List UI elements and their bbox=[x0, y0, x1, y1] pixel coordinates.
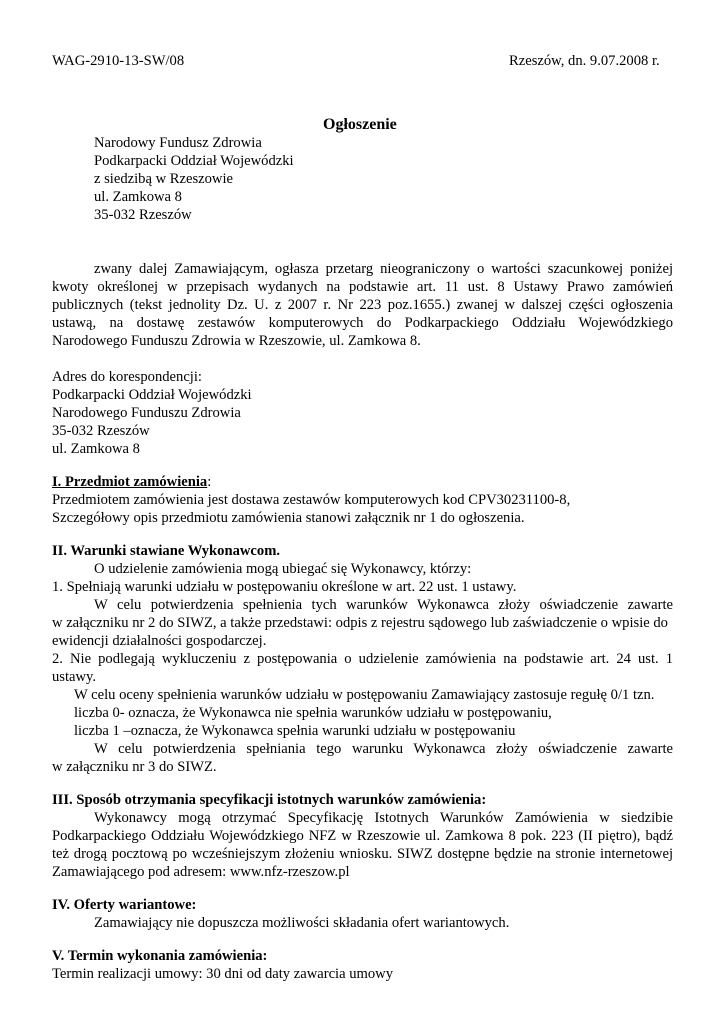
section-line: ewidencji działalności gospodarczej. bbox=[52, 633, 267, 649]
issuer-line: 35-032 Rzeszów bbox=[94, 207, 192, 223]
address-line: Podkarpacki Oddział Wojewódzki bbox=[52, 387, 252, 403]
issuer-line: ul. Zamkowa 8 bbox=[94, 189, 182, 205]
address-line: Adres do korespondencji: bbox=[52, 369, 202, 385]
issuer-line: z siedzibą w Rzeszowie bbox=[94, 171, 233, 187]
section-heading: II. Warunki stawiane Wykonawcom. bbox=[52, 543, 281, 559]
section-heading-colon: : bbox=[207, 474, 212, 490]
section-line: Szczegółowy opis przedmiotu zamówienia stanowi załącznik nr 1 do ogłoszenia. bbox=[52, 510, 525, 526]
intro-line: ustawą, na dostawę zestawów komputerowych do Podkarpackiego Oddziału Wojewódzkiego bbox=[52, 315, 673, 331]
section-line: liczba 1 –oznacza, że Wykonawca spełnia warunki udziału w postępowaniu bbox=[74, 723, 516, 739]
section-line: w załączniku nr 3 do SIWZ. bbox=[52, 759, 217, 775]
section-line: ustawy. bbox=[52, 669, 97, 685]
section-line: W celu potwierdzenia spełnienia tych warunków Wykonawca złoży oświadczenie zawarte bbox=[94, 597, 673, 613]
section-line: liczba 0- oznacza, że Wykonawca nie spełnia warunków udziału w postępowaniu, bbox=[74, 705, 552, 721]
section-heading bbox=[52, 473, 211, 491]
section-line: O udzielenie zamówienia mogą ubiegać się Wykonawcy, którzy: bbox=[94, 561, 472, 577]
section-heading: IV. Oferty wariantowe: bbox=[52, 897, 197, 913]
place-date: Rzeszów, dn. 9.07.2008 r. bbox=[509, 53, 660, 69]
section-line: 2. Nie podlegają wykluczeniu z postępowania o udzielenie zamówienia na podstawie art. 24 ust. 1 bbox=[52, 651, 673, 667]
issuer-line: Narodowy Fundusz Zdrowia bbox=[94, 135, 262, 151]
section-line: 1. Spełniają warunki udziału w postępowaniu określone w art. 22 ust. 1 ustawy. bbox=[52, 579, 517, 595]
section-line: W celu potwierdzenia spełniania tego warunku Wykonawca złoży oświadczenie zawarte bbox=[94, 741, 673, 757]
section-line: Zamawiający nie dopuszcza możliwości składania ofert wariantowych. bbox=[94, 915, 510, 931]
section-line: Termin realizacji umowy: 30 dni od daty zawarcia umowy bbox=[52, 966, 394, 982]
section-line: Zamawiającego pod adresem: www.nfz-rzeszow.pl bbox=[52, 864, 350, 880]
section-line: Wykonawcy mogą otrzymać Specyfikację Istotnych Warunków Zamówienia w siedzibie bbox=[94, 810, 673, 826]
intro-line: publicznych (tekst jednolity Dz. U. z 2007 r. Nr 223 poz.1655.) zwanej w dalszej części ogłoszenia bbox=[52, 297, 673, 313]
issuer-line: Podkarpacki Oddział Wojewódzki bbox=[94, 153, 294, 169]
address-line: 35-032 Rzeszów bbox=[52, 423, 150, 439]
section-line: w załączniku nr 2 do SIWZ, a także przedstawi: odpis z rejestru sądowego lub zaświadczenie o wpisie do bbox=[52, 615, 668, 631]
section-line: też drogą pocztową po wcześniejszym złożeniu wniosku. SIWZ dostępne będzie na stronie internetowej bbox=[52, 846, 673, 862]
section-heading-text: I. Przedmiot zamówienia bbox=[52, 474, 208, 490]
document-reference: WAG-2910-13-SW/08 bbox=[52, 53, 185, 69]
intro-line: kwoty określonej w przepisach wydanych na podstawie art. 11 ust. 8 Ustawy Prawo zamówień bbox=[52, 279, 673, 295]
intro-line: zwany dalej Zamawiającym, ogłasza przetarg nieograniczony o wartości szacunkowej poniżej bbox=[94, 261, 673, 277]
section-line: Przedmiotem zamówienia jest dostawa zestawów komputerowych kod CPV30231100-8, bbox=[52, 492, 571, 508]
section-heading: V. Termin wykonania zamówienia: bbox=[52, 948, 268, 964]
address-line: Narodowego Funduszu Zdrowia bbox=[52, 405, 241, 421]
section-heading: III. Sposób otrzymania specyfikacji istotnych warunków zamówienia: bbox=[52, 792, 487, 808]
intro-line: Narodowego Funduszu Zdrowia w Rzeszowie, ul. Zamkowa 8. bbox=[52, 333, 421, 349]
section-line: Podkarpackiego Oddziału Wojewódzkiego NFZ w Rzeszowie ul. Zamkowa 8 pok. 223 (II piętro), bądź bbox=[52, 828, 673, 844]
section-line: W celu oceny spełnienia warunków udziału w postępowaniu Zamawiający zastosuje regułę 0/1 tzn. bbox=[74, 687, 655, 703]
address-line: ul. Zamkowa 8 bbox=[52, 441, 140, 457]
page-title: Ogłoszenie bbox=[323, 116, 397, 133]
